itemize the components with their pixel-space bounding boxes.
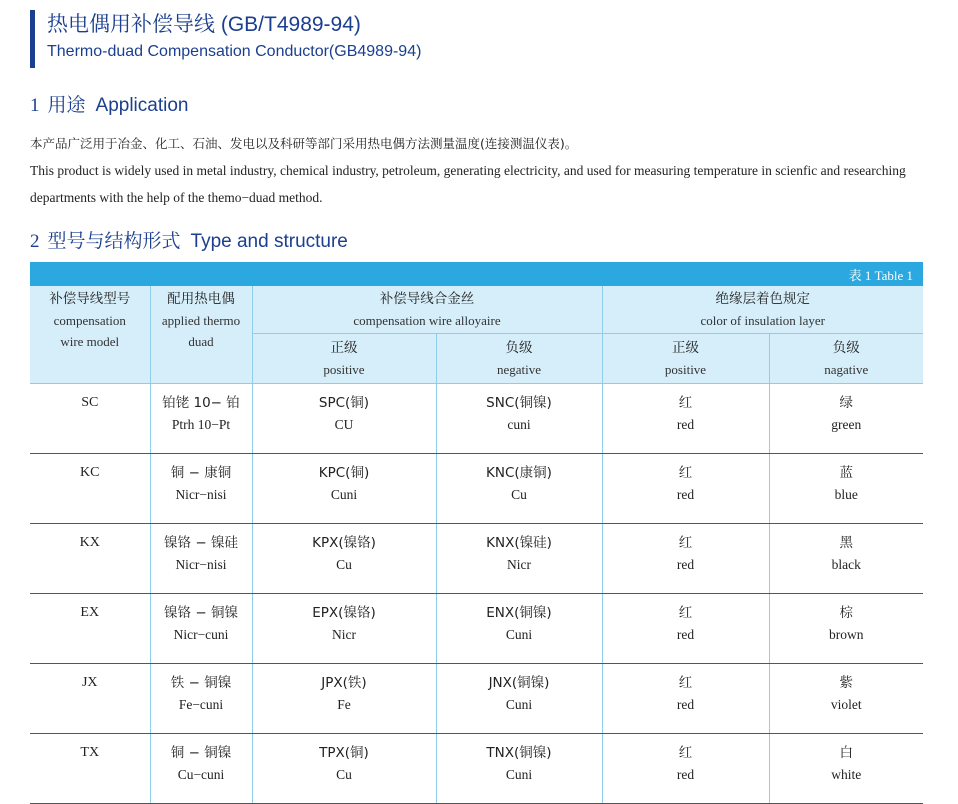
cell-thermo-en: Cu−cuni — [177, 767, 225, 782]
spec-table-wrapper — [30, 286, 923, 804]
cell-alloy-positive — [252, 594, 436, 664]
cell-alloy-negative — [436, 454, 602, 524]
header-color-negative-en: nagative — [824, 362, 869, 378]
cell-color-positive-en: red — [676, 557, 695, 572]
cell-alloy-negative-en: Nicr — [507, 557, 531, 572]
header-color-en: color of insulation layer — [700, 313, 826, 328]
cell-color-positive-en: red — [676, 767, 695, 782]
header-model — [30, 286, 150, 384]
cell-color-negative-en: black — [831, 557, 861, 572]
cell-alloy-negative — [436, 734, 602, 804]
cell-alloy-positive-zh: KPC(铜) — [318, 465, 370, 481]
header-alloy-en: compensation wire alloyaire — [353, 313, 501, 328]
cell-alloy-negative-zh: JNX(铜镍) — [488, 675, 550, 691]
cell-thermo-zh: 铁 − 铜镍 — [170, 675, 232, 691]
cell-alloy-negative-en: Cuni — [505, 767, 533, 782]
header-color-positive — [602, 334, 769, 384]
table-caption: 表 1 Table 1 — [848, 268, 913, 283]
header-color-negative-zh: 负级 — [832, 340, 860, 357]
cell-color-positive — [602, 454, 769, 524]
header-color — [602, 286, 923, 334]
cell-thermo-zh: 铜 − 康铜 — [170, 465, 232, 481]
table-row — [30, 594, 923, 664]
header-alloy-positive — [252, 334, 436, 384]
cell-alloy-negative-zh: TNX(铜镍) — [486, 745, 552, 761]
section-heading-structure — [30, 226, 348, 253]
table-caption-bar — [30, 262, 923, 286]
cell-alloy-negative — [436, 524, 602, 594]
table-row — [30, 454, 923, 524]
cell-color-negative-zh: 蓝 — [839, 465, 853, 481]
cell-color-negative — [769, 734, 923, 804]
cell-color-positive-zh: 红 — [678, 675, 693, 691]
cell-color-negative-en: violet — [830, 697, 862, 712]
cell-color-positive-en: red — [676, 697, 695, 712]
cell-alloy-negative-en: cuni — [507, 417, 531, 432]
cell-color-negative-zh: 黑 — [839, 535, 853, 551]
cell-color-positive-zh: 红 — [678, 605, 693, 621]
cell-model: KC — [30, 454, 150, 524]
section-number: 1 — [30, 95, 40, 116]
cell-thermo-en: Fe−cuni — [178, 697, 224, 712]
cell-alloy-positive — [252, 664, 436, 734]
section-title-en: Type and structure — [190, 231, 348, 252]
cell-color-positive-zh: 红 — [678, 395, 693, 411]
cell-color-negative — [769, 594, 923, 664]
cell-color-negative-en: brown — [829, 627, 864, 642]
cell-thermo-en: Nicr−nisi — [175, 557, 227, 572]
cell-alloy-positive-en: Cu — [336, 767, 352, 782]
cell-model: EX — [30, 594, 150, 664]
cell-alloy-negative-en: Cuni — [505, 627, 533, 642]
table-row — [30, 384, 923, 454]
cell-color-negative-en: blue — [834, 487, 858, 502]
cell-color-negative-en: green — [831, 417, 862, 432]
header-thermo-zh: 配用热电偶 — [167, 291, 235, 307]
header-thermo — [150, 286, 252, 384]
page-title: 热电偶用补偿导线 (GB/T4989-94) — [47, 13, 361, 36]
header-color-positive-zh: 正级 — [672, 340, 699, 357]
cell-color-positive-en: red — [676, 627, 695, 642]
cell-color-positive — [602, 734, 769, 804]
cell-model: JX — [30, 664, 150, 734]
cell-color-positive — [602, 524, 769, 594]
cell-model: TX — [30, 734, 150, 804]
application-text-zh: 本产品广泛用于冶金、化工、石油、发电以及科研等部门采用热电偶方法测量温度(连接测温仪表)。 — [30, 136, 578, 151]
cell-alloy-positive-en: Cu — [336, 557, 352, 572]
cell-alloy-negative — [436, 664, 602, 734]
section-title-zh: 用途 — [47, 95, 86, 116]
cell-alloy-positive-en: Fe — [337, 697, 351, 712]
cell-model: SC — [30, 384, 150, 454]
cell-color-negative-zh: 白 — [839, 745, 853, 761]
cell-alloy-negative-zh: SNC(铜镍) — [486, 395, 552, 411]
cell-color-positive — [602, 664, 769, 734]
cell-thermo — [150, 734, 252, 804]
cell-color-negative — [769, 384, 923, 454]
cell-alloy-positive-zh: TPX(铜) — [319, 745, 369, 761]
table-row — [30, 664, 923, 734]
table-row — [30, 524, 923, 594]
cell-alloy-negative-en: Cu — [511, 487, 527, 502]
cell-alloy-negative-zh: KNC(康铜) — [486, 465, 552, 481]
header-color-positive-en: positive — [664, 362, 707, 378]
section-title-zh: 型号与结构形式 — [47, 231, 181, 252]
page-subtitle: Thermo-duad Compensation Conductor(GB4989-94) — [47, 43, 422, 60]
header-alloy-positive-en: positive — [323, 362, 365, 378]
cell-thermo-zh: 铜 − 铜镍 — [170, 745, 232, 761]
cell-color-positive-en: red — [676, 487, 695, 502]
cell-color-positive-zh: 红 — [678, 745, 693, 761]
cell-alloy-positive-zh: EPX(镍铬) — [312, 605, 376, 621]
cell-thermo-zh: 铂铑 10− 铂 — [162, 395, 240, 411]
spec-table — [30, 286, 923, 804]
cell-alloy-negative — [436, 384, 602, 454]
application-text-en: This product is widely used in metal industry, chemical industry, petroleum, generating electricity, and used for measuring temperature in scienfic and researching departments with the help of the themo−duad method. — [30, 163, 906, 205]
cell-alloy-positive — [252, 454, 436, 524]
cell-alloy-negative-zh: KNX(镍硅) — [486, 535, 552, 551]
cell-alloy-negative — [436, 594, 602, 664]
cell-thermo — [150, 594, 252, 664]
cell-thermo — [150, 454, 252, 524]
header-alloy — [252, 286, 602, 334]
cell-color-positive-zh: 红 — [678, 465, 693, 481]
cell-thermo-en: Nicr−cuni — [173, 627, 229, 642]
section-number: 2 — [30, 231, 40, 252]
cell-alloy-negative-en: Cuni — [505, 697, 533, 712]
header-alloy-positive-zh: 正级 — [330, 340, 358, 357]
cell-thermo-en: Nicr−nisi — [175, 487, 227, 502]
cell-alloy-positive-zh: JPX(铁) — [321, 675, 367, 691]
table-row — [30, 734, 923, 804]
cell-color-negative-zh: 紫 — [839, 675, 853, 691]
cell-color-negative-zh: 棕 — [839, 605, 853, 621]
header-alloy-negative — [436, 334, 602, 384]
cell-alloy-positive — [252, 524, 436, 594]
header-alloy-negative-zh: 负级 — [505, 340, 533, 357]
header-model-zh: 补偿导线型号 — [49, 291, 131, 307]
cell-color-negative — [769, 664, 923, 734]
cell-model: KX — [30, 524, 150, 594]
header-thermo-en: applied thermo duad — [161, 313, 241, 349]
cell-alloy-positive-en: CU — [334, 417, 354, 432]
cell-alloy-positive — [252, 734, 436, 804]
cell-color-negative — [769, 524, 923, 594]
cell-color-negative-en: white — [831, 767, 862, 782]
header-color-negative — [769, 334, 923, 384]
cell-alloy-positive-en: Nicr — [332, 627, 356, 642]
cell-thermo — [150, 384, 252, 454]
cell-color-positive-zh: 红 — [678, 535, 693, 551]
header-color-zh: 绝缘层着色规定 — [715, 291, 810, 307]
cell-color-positive-en: red — [676, 417, 695, 432]
cell-alloy-positive-zh: SPC(铜) — [318, 395, 370, 411]
cell-thermo-en: Ptrh 10−Pt — [171, 417, 231, 432]
section-title-en: Application — [95, 95, 189, 116]
header-alloy-zh: 补偿导线合金丝 — [379, 291, 475, 307]
cell-color-negative — [769, 454, 923, 524]
cell-alloy-positive-en: Cuni — [330, 487, 358, 502]
cell-thermo — [150, 664, 252, 734]
section-heading-application — [30, 90, 188, 117]
header-alloy-negative-en: negative — [496, 362, 542, 378]
title-block — [30, 10, 421, 68]
cell-alloy-negative-zh: ENX(铜镍) — [486, 605, 552, 621]
header-model-en: compensation wire model — [53, 313, 126, 349]
cell-color-positive — [602, 384, 769, 454]
cell-color-negative-zh: 绿 — [839, 395, 853, 411]
cell-color-positive — [602, 594, 769, 664]
cell-alloy-positive-zh: KPX(镍铬) — [312, 535, 376, 551]
cell-thermo-zh: 镍铬 − 铜镍 — [164, 605, 238, 621]
cell-alloy-positive — [252, 384, 436, 454]
cell-thermo — [150, 524, 252, 594]
cell-thermo-zh: 镍铬 − 镍硅 — [164, 535, 238, 551]
